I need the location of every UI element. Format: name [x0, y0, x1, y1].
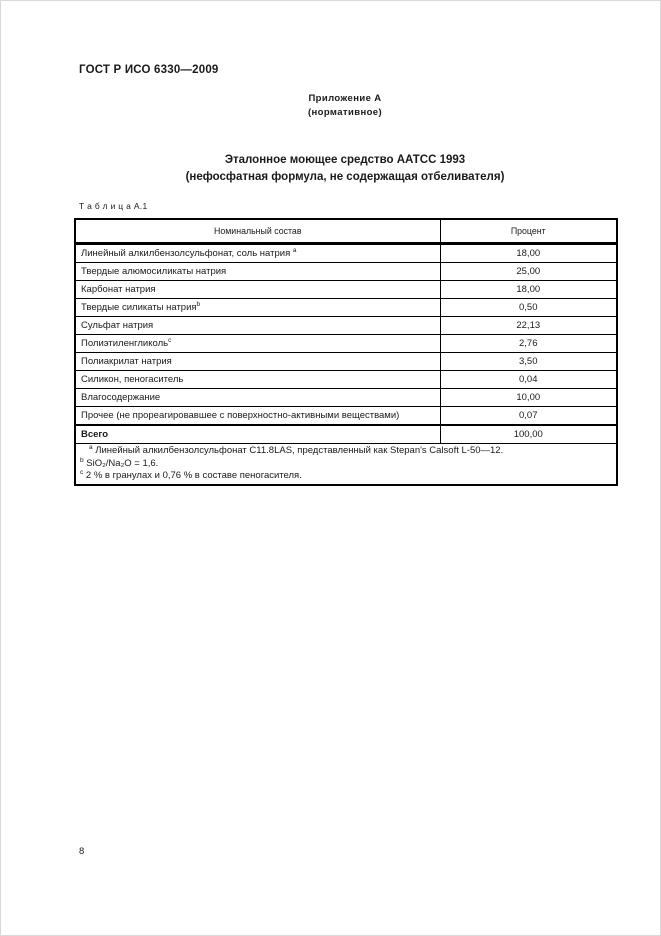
composition-name: Линейный алкилбензолсульфонат, соль натрия — [81, 248, 293, 259]
composition-name: Полиэтиленгликоль — [81, 338, 169, 349]
percent-value: 100,00 — [440, 425, 617, 444]
composition-name-cell — [75, 407, 440, 426]
percent-value: 2,76 — [440, 335, 617, 353]
standard-number: ГОСТ Р ИСО 6330—2009 — [79, 64, 219, 76]
percent-value: 25,00 — [440, 263, 617, 281]
table-row — [75, 407, 617, 426]
percent-value: 18,00 — [440, 244, 617, 263]
percent-value: 0,07 — [440, 407, 617, 426]
footnote-marker: a — [292, 246, 297, 254]
footnote — [80, 470, 612, 483]
percent-value: 0,50 — [440, 299, 617, 317]
composition-name: Сульфат натрия — [81, 320, 154, 331]
percent-value: 18,00 — [440, 281, 617, 299]
footnote-text: Линейный алкилбензолсульфонат C11.8LAS, представленный как Stepan's Calsoft L-50—12. — [95, 445, 504, 456]
footnotes-row — [75, 444, 617, 485]
footnote-text: 2 % в гранулах и 0,76 % в составе пеногасителя. — [85, 470, 302, 481]
table-header-row — [75, 219, 617, 244]
footnote-text: SiO₂/Na₂O = 1,6. — [86, 457, 159, 469]
table-row — [75, 353, 617, 371]
footnote-marker: c — [80, 468, 84, 476]
footnote-marker: b — [196, 300, 201, 308]
composition-name-cell — [75, 371, 440, 389]
footnote — [80, 445, 612, 458]
column-header-percent: Процент — [440, 219, 617, 244]
column-header-composition: Номинальный состав — [75, 219, 440, 244]
footnote-marker: c — [168, 336, 172, 344]
composition-name-cell — [75, 299, 440, 317]
percent-value: 3,50 — [440, 353, 617, 371]
composition-table — [74, 218, 618, 486]
table-row — [75, 281, 617, 299]
table-row — [75, 263, 617, 281]
composition-name-cell — [75, 263, 440, 281]
table-label: Т а б л и ц а А.1 — [79, 201, 148, 211]
composition-name-cell — [75, 335, 440, 353]
composition-name-cell — [75, 281, 440, 299]
document-title-line2: (нефосфатная формула, не содержащая отбеливателя) — [185, 171, 505, 183]
table-row — [75, 244, 617, 263]
composition-name: Твердые силикаты натрия — [81, 302, 197, 313]
table-row — [75, 317, 617, 335]
percent-value: 10,00 — [440, 389, 617, 407]
annex-subtitle: (нормативное) — [307, 107, 383, 118]
table-row — [75, 371, 617, 389]
footnote-marker: b — [80, 456, 84, 464]
composition-name-cell — [75, 244, 440, 263]
composition-name-cell — [75, 389, 440, 407]
table-row — [75, 335, 617, 353]
composition-name: Полиакрилат натрия — [81, 356, 172, 367]
footnote — [80, 458, 612, 471]
document-title-line1: Эталонное моющее средство ААТСС 1993 — [224, 154, 466, 166]
composition-name: Силикон, пеногаситель — [81, 374, 184, 385]
composition-name: Твердые алюмосиликаты натрия — [81, 266, 227, 277]
percent-value: 22,13 — [440, 317, 617, 335]
table-total-row — [75, 425, 617, 444]
table-row — [75, 299, 617, 317]
annex-title: Приложение А — [308, 93, 382, 104]
footnote-marker: a — [89, 443, 93, 451]
table-body — [75, 244, 617, 444]
composition-name: Прочее (не прореагировавшее с поверхностно-активными веществами) — [81, 410, 400, 421]
footnotes-cell — [75, 444, 617, 485]
table-row — [75, 389, 617, 407]
page-number: 8 — [79, 846, 85, 857]
composition-name-cell — [75, 317, 440, 335]
composition-name: Влагосодержание — [81, 392, 161, 403]
composition-name-cell — [75, 353, 440, 371]
composition-name: Карбонат натрия — [81, 284, 156, 295]
percent-value: 0,04 — [440, 371, 617, 389]
composition-name-cell — [75, 425, 440, 444]
composition-name: Всего — [81, 429, 109, 440]
